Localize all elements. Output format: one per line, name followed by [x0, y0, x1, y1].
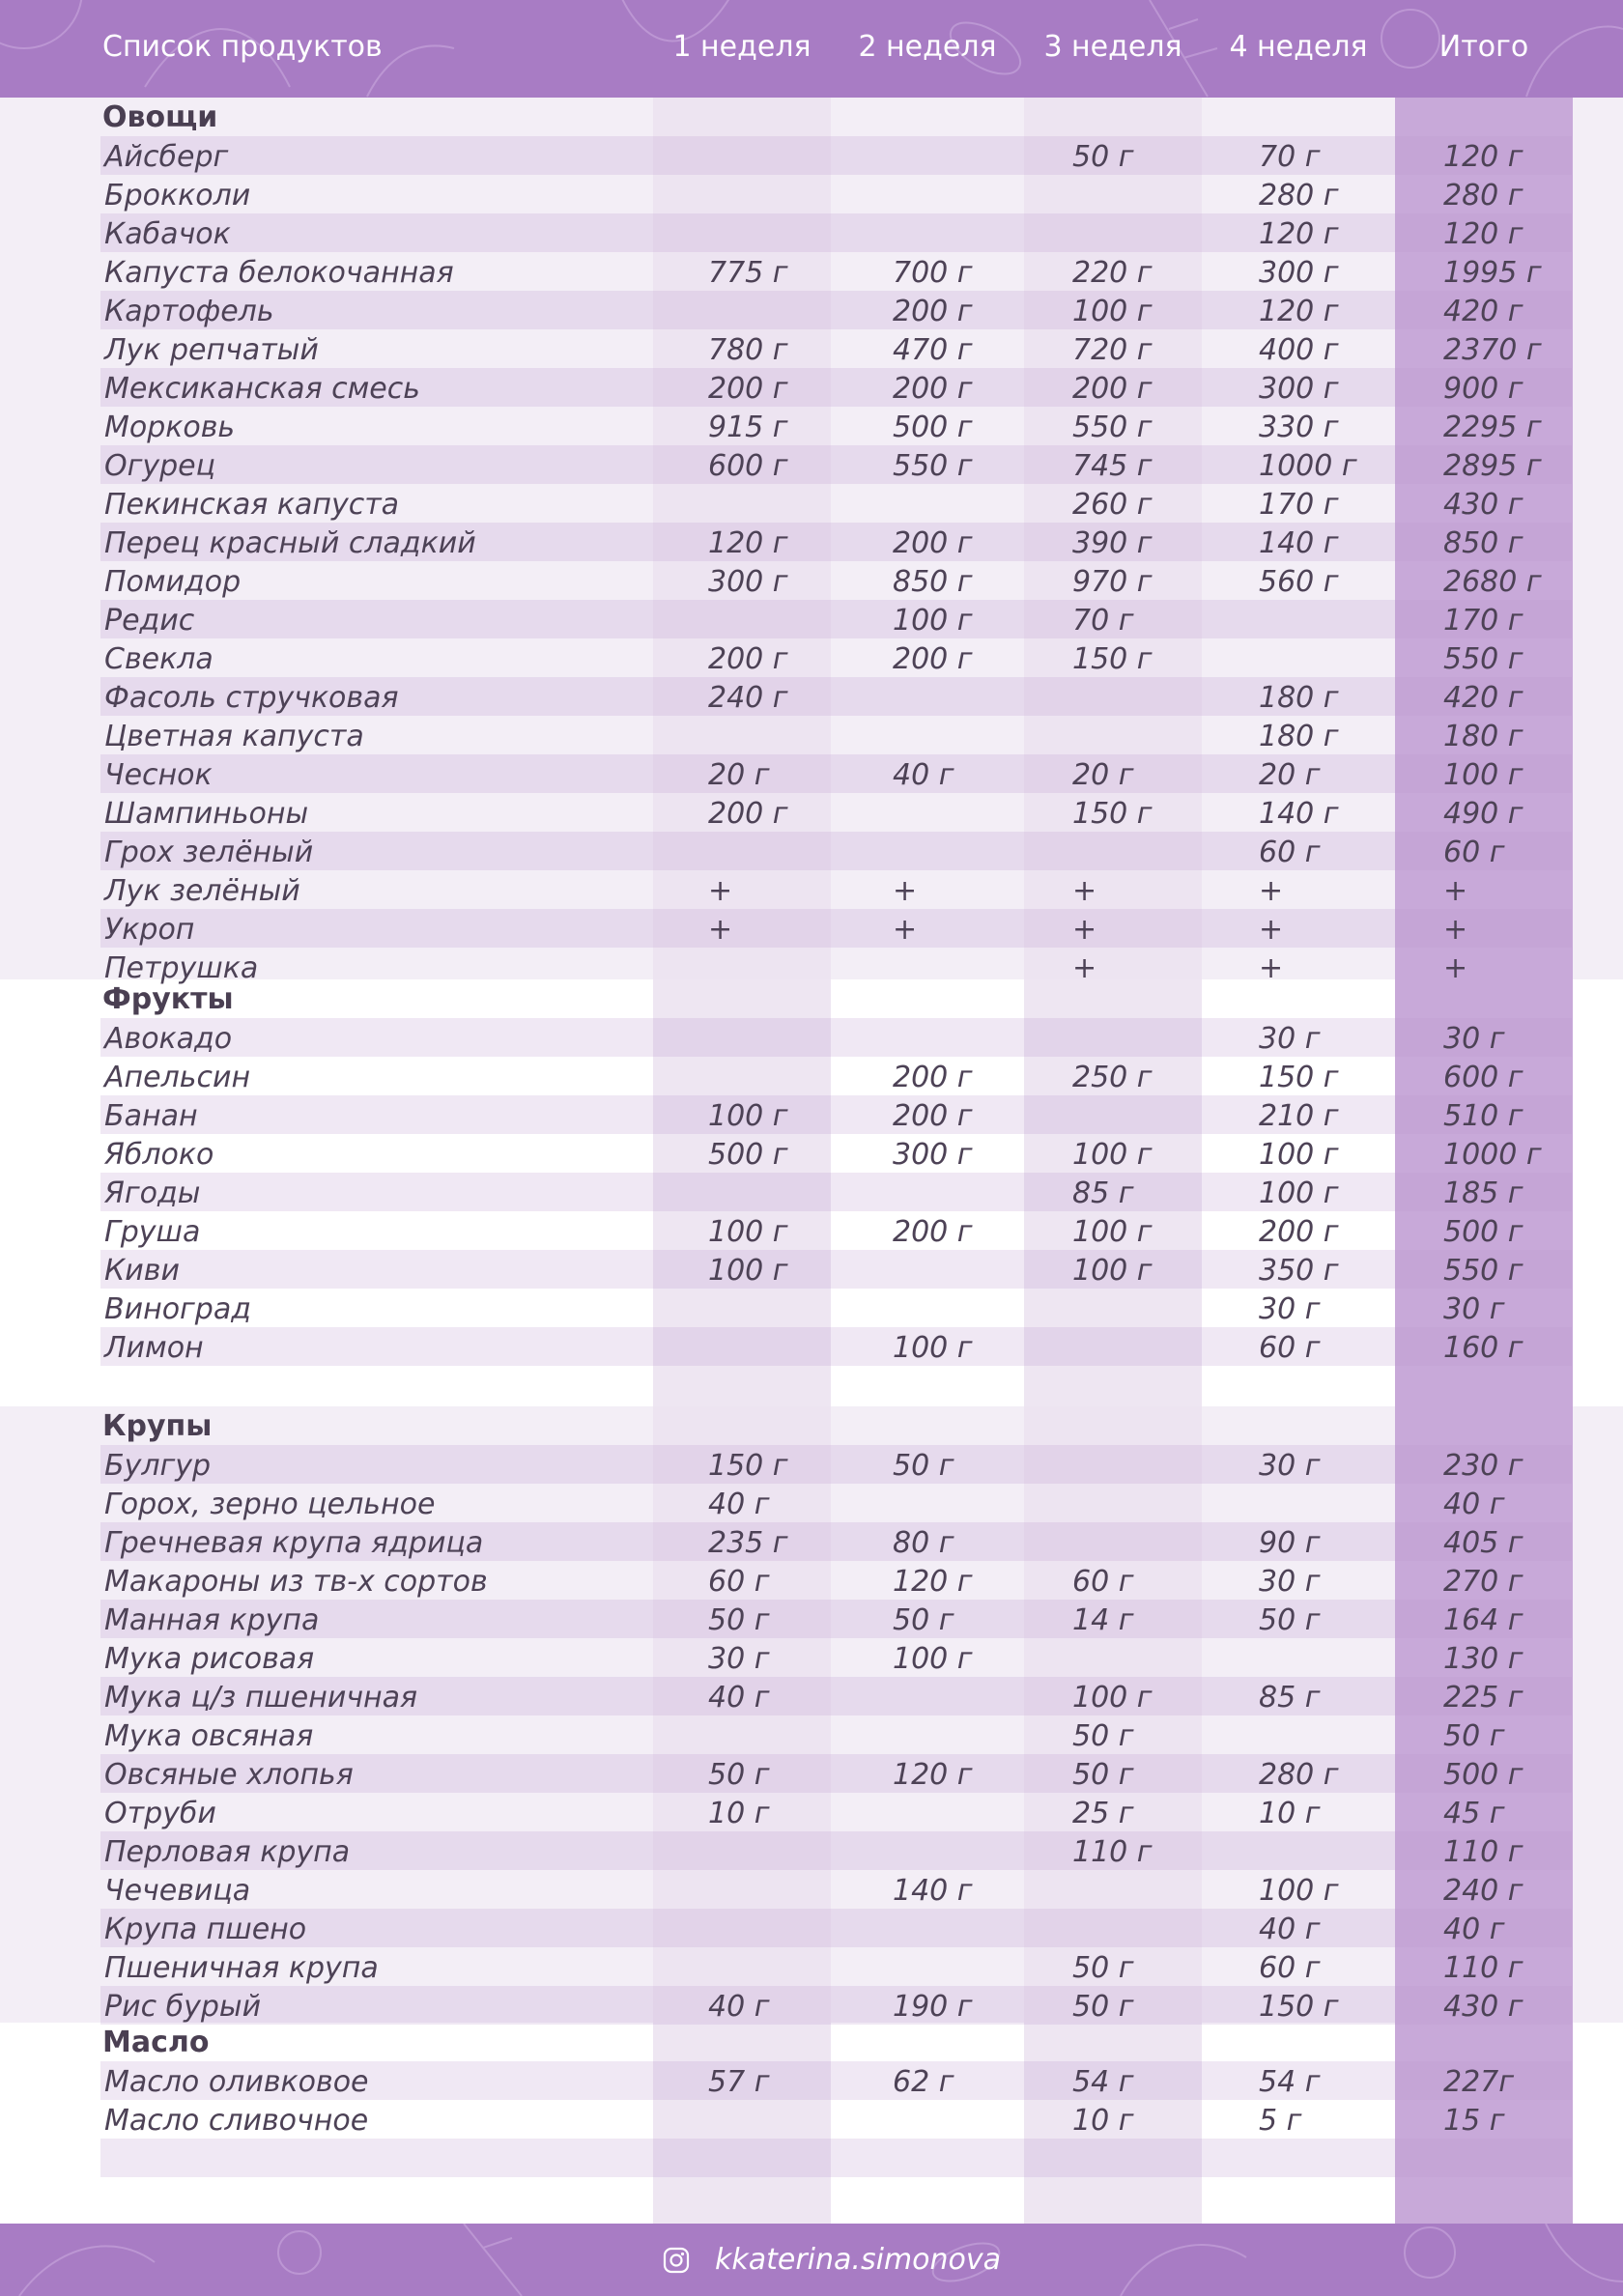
cell-w3: 50 г — [1072, 1719, 1134, 1753]
cell-w1: 20 г — [708, 758, 770, 792]
cell-w1: 100 г — [708, 1215, 788, 1249]
cell-w3: 100 г — [1072, 1215, 1153, 1249]
cell-total: 110 г — [1443, 1835, 1523, 1869]
product-name: Свекла — [104, 642, 214, 676]
footer-bar — [0, 2224, 1623, 2296]
cell-w3: 220 г — [1072, 256, 1153, 290]
cell-w4: 70 г — [1259, 140, 1321, 174]
product-name: Ягоды — [104, 1176, 201, 1210]
cell-w2: 62 г — [893, 2065, 954, 2099]
cell-w1: 200 г — [708, 642, 788, 676]
product-name: Шампиньоны — [104, 797, 309, 831]
product-name: Чечевица — [104, 1874, 251, 1908]
cell-w1: 40 г — [708, 1681, 770, 1715]
cell-w2: 190 г — [893, 1990, 973, 2024]
product-name: Масло сливочное — [104, 2104, 369, 2138]
product-name: Лук репчатый — [104, 333, 319, 367]
product-name: Чеснок — [104, 758, 213, 792]
cell-w2: 200 г — [893, 642, 973, 676]
cell-total: 30 г — [1443, 1292, 1505, 1326]
table-row — [100, 1057, 1572, 1095]
cell-w3: 110 г — [1072, 1835, 1153, 1869]
cell-total: 170 г — [1443, 604, 1523, 638]
cell-total: 185 г — [1443, 1176, 1523, 1210]
cell-w4: 30 г — [1259, 1565, 1321, 1599]
cell-total: 510 г — [1443, 1099, 1523, 1133]
cell-w1: 780 г — [708, 333, 788, 367]
table-row — [100, 832, 1572, 870]
header-week-3: 3 неделя — [1043, 30, 1182, 64]
footer-handle[interactable]: kkaterina.simonova — [715, 2243, 1002, 2277]
cell-total: 227г — [1443, 2065, 1515, 2099]
table-row — [100, 561, 1572, 600]
cell-w4: 100 г — [1259, 1138, 1339, 1172]
cell-w3: 14 г — [1072, 1603, 1134, 1637]
cell-w3: 50 г — [1072, 1758, 1134, 1792]
cell-w1: 240 г — [708, 681, 788, 715]
instagram-icon[interactable] — [663, 2247, 690, 2274]
cell-w1: 100 г — [708, 1099, 788, 1133]
header-total: Итого — [1438, 30, 1529, 64]
table-row — [100, 909, 1572, 948]
table-row — [100, 2100, 1572, 2139]
cell-total: 2895 г — [1443, 449, 1542, 483]
table-row — [100, 291, 1572, 329]
table-row — [100, 407, 1572, 445]
cell-total: 15 г — [1443, 2104, 1505, 2138]
product-name: Мука ц/з пшеничная — [104, 1681, 418, 1715]
cell-total: 850 г — [1443, 526, 1523, 560]
cell-w2: 300 г — [893, 1138, 973, 1172]
cell-w2: 100 г — [893, 604, 973, 638]
cell-total: 430 г — [1443, 488, 1523, 522]
cell-w2: 50 г — [893, 1449, 954, 1483]
cell-total: 500 г — [1443, 1215, 1523, 1249]
cell-w4: 30 г — [1259, 1022, 1321, 1056]
cell-w1: 150 г — [708, 1449, 788, 1483]
cell-w3: 25 г — [1072, 1797, 1134, 1830]
cell-w2: 120 г — [893, 1758, 973, 1792]
product-name: Авокадо — [104, 1022, 233, 1056]
cell-w3: 250 г — [1072, 1061, 1153, 1094]
cell-total: 430 г — [1443, 1990, 1523, 2024]
cell-w4: 330 г — [1259, 411, 1339, 444]
cell-w4: 170 г — [1259, 488, 1339, 522]
cell-total: 270 г — [1443, 1565, 1523, 1599]
cell-w4: 30 г — [1259, 1292, 1321, 1326]
cell-total: 100 г — [1443, 758, 1523, 792]
cell-total: 500 г — [1443, 1758, 1523, 1792]
cell-w1: 100 г — [708, 1254, 788, 1288]
cell-w1: + — [708, 913, 733, 947]
cell-total: 420 г — [1443, 295, 1523, 328]
cell-total: 50 г — [1443, 1719, 1505, 1753]
cell-w1: 60 г — [708, 1565, 770, 1599]
table-row — [100, 1947, 1572, 1986]
cell-w1: 775 г — [708, 256, 788, 290]
cell-w3: 20 г — [1072, 758, 1134, 792]
table-row — [100, 1909, 1572, 1947]
cell-w2: 100 г — [893, 1642, 973, 1676]
table-row — [100, 1754, 1572, 1793]
cell-w4: 5 г — [1259, 2104, 1302, 2138]
product-name: Груша — [104, 1215, 201, 1249]
cell-w2: 100 г — [893, 1331, 973, 1365]
product-name: Картофель — [104, 295, 274, 328]
cell-total: 2680 г — [1443, 565, 1542, 599]
table-row — [100, 1211, 1572, 1250]
cell-w2: 120 г — [893, 1565, 973, 1599]
cell-w3: 720 г — [1072, 333, 1153, 367]
cell-w4: 140 г — [1259, 526, 1339, 560]
cell-w4: 300 г — [1259, 372, 1339, 406]
product-name: Банан — [104, 1099, 198, 1133]
table-row — [100, 136, 1572, 175]
table-row — [100, 368, 1572, 407]
cell-w4: 120 г — [1259, 217, 1339, 251]
product-name: Перец красный сладкий — [104, 526, 476, 560]
table-row — [100, 677, 1572, 716]
header-products: Список продуктов — [102, 30, 383, 64]
cell-w1: 40 г — [708, 1488, 770, 1521]
table-row — [100, 2061, 1572, 2100]
table-row — [100, 1831, 1572, 1870]
cell-w2: 470 г — [893, 333, 973, 367]
table-row — [100, 2139, 1572, 2177]
cell-w4: 560 г — [1259, 565, 1339, 599]
product-name: Киви — [104, 1254, 180, 1288]
table-row — [100, 1870, 1572, 1909]
product-name: Макароны из тв-х сортов — [104, 1565, 488, 1599]
product-name: Брокколи — [104, 179, 251, 213]
cell-w1: 57 г — [708, 2065, 770, 2099]
cell-total: 2370 г — [1443, 333, 1542, 367]
product-name: Фасоль стручковая — [104, 681, 399, 715]
section-title: Крупы — [102, 1409, 213, 1443]
cell-w4: 90 г — [1259, 1526, 1321, 1560]
table-row — [100, 638, 1572, 677]
product-name: Перловая крупа — [104, 1835, 351, 1869]
cell-w3: 50 г — [1072, 1990, 1134, 2024]
cell-w1: 30 г — [708, 1642, 770, 1676]
cell-total: 120 г — [1443, 140, 1523, 174]
table-row — [100, 175, 1572, 213]
cell-w4: 40 г — [1259, 1913, 1321, 1946]
table-row — [100, 1522, 1572, 1561]
cell-w2: + — [893, 913, 918, 947]
product-name: Пекинская капуста — [104, 488, 400, 522]
table-row — [100, 523, 1572, 561]
product-name: Пшеничная крупа — [104, 1951, 379, 1985]
cell-w3: 150 г — [1072, 797, 1153, 831]
cell-w4: 20 г — [1259, 758, 1321, 792]
product-name: Мука овсяная — [104, 1719, 314, 1753]
cell-w4: 180 г — [1259, 681, 1339, 715]
cell-w1: 200 г — [708, 797, 788, 831]
cell-w4: 120 г — [1259, 295, 1339, 328]
cell-w3: 54 г — [1072, 2065, 1134, 2099]
table-row — [100, 1561, 1572, 1600]
cell-total: 550 г — [1443, 642, 1523, 676]
cell-total: 40 г — [1443, 1488, 1505, 1521]
header-week-4: 4 неделя — [1229, 30, 1368, 64]
cell-w2: 200 г — [893, 1099, 973, 1133]
product-name: Лимон — [104, 1331, 204, 1365]
cell-w1: 50 г — [708, 1758, 770, 1792]
cell-w4: 10 г — [1259, 1797, 1321, 1830]
cell-w4: 210 г — [1259, 1099, 1339, 1133]
cell-w4: 100 г — [1259, 1176, 1339, 1210]
cell-w1: 120 г — [708, 526, 788, 560]
cell-total: 900 г — [1443, 372, 1523, 406]
table-row — [100, 1327, 1572, 1366]
cell-w3: 150 г — [1072, 642, 1153, 676]
cell-total: 60 г — [1443, 836, 1505, 869]
cell-w2: 200 г — [893, 1215, 973, 1249]
cell-w4: 50 г — [1259, 1603, 1321, 1637]
product-name: Рис бурый — [104, 1990, 262, 2024]
cell-w3: + — [1072, 874, 1097, 908]
cell-w2: 200 г — [893, 1061, 973, 1094]
cell-total: 40 г — [1443, 1913, 1505, 1946]
cell-total: 600 г — [1443, 1061, 1523, 1094]
table-row — [100, 1484, 1572, 1522]
table-row — [100, 213, 1572, 252]
cell-w1: 500 г — [708, 1138, 788, 1172]
cell-w1: 200 г — [708, 372, 788, 406]
cell-w4: 280 г — [1259, 1758, 1339, 1792]
cell-w4: 280 г — [1259, 179, 1339, 213]
product-name: Петрушка — [104, 951, 259, 985]
cell-total: 490 г — [1443, 797, 1523, 831]
table-row — [100, 1095, 1572, 1134]
cell-w4: + — [1259, 874, 1284, 908]
cell-w4: 350 г — [1259, 1254, 1339, 1288]
product-name: Мексиканская смесь — [104, 372, 420, 406]
cell-w2: 200 г — [893, 372, 973, 406]
table-row — [100, 1638, 1572, 1677]
table-row — [100, 870, 1572, 909]
header-bar — [0, 0, 1623, 98]
cell-total: 110 г — [1443, 1951, 1523, 1985]
product-name: Цветная капуста — [104, 720, 364, 753]
cell-w2: 80 г — [893, 1526, 954, 1560]
cell-w2: 700 г — [893, 256, 973, 290]
table-row — [100, 1986, 1572, 2025]
product-name: Морковь — [104, 411, 236, 444]
cell-w4: 150 г — [1259, 1990, 1339, 2024]
cell-w3: 970 г — [1072, 565, 1153, 599]
table-row — [100, 1600, 1572, 1638]
cell-w4: 100 г — [1259, 1874, 1339, 1908]
cell-w1: 10 г — [708, 1797, 770, 1830]
product-name: Манная крупа — [104, 1603, 320, 1637]
cell-w4: 180 г — [1259, 720, 1339, 753]
header-week-2: 2 неделя — [858, 30, 997, 64]
cell-w3: 200 г — [1072, 372, 1153, 406]
cell-w2: 850 г — [893, 565, 973, 599]
cell-total: 230 г — [1443, 1449, 1523, 1483]
product-name: Апельсин — [104, 1061, 251, 1094]
product-name: Лук зелёный — [104, 874, 300, 908]
cell-total: 1000 г — [1443, 1138, 1542, 1172]
cell-total: 45 г — [1443, 1797, 1505, 1830]
cell-total: 120 г — [1443, 217, 1523, 251]
table-row — [100, 445, 1572, 484]
cell-w1: 40 г — [708, 1990, 770, 2024]
cell-total: 30 г — [1443, 1022, 1505, 1056]
table-row — [100, 1018, 1572, 1057]
cell-w3: 50 г — [1072, 140, 1134, 174]
cell-w3: 100 г — [1072, 1254, 1153, 1288]
product-name: Мука рисовая — [104, 1642, 315, 1676]
table-row — [100, 484, 1572, 523]
product-name: Горох, зерно цельное — [104, 1488, 436, 1521]
table-row — [100, 793, 1572, 832]
cell-w4: 60 г — [1259, 836, 1321, 869]
table-row — [100, 329, 1572, 368]
section-title: Овощи — [102, 100, 218, 134]
cell-w4: 30 г — [1259, 1449, 1321, 1483]
cell-w1: 235 г — [708, 1526, 788, 1560]
product-name: Виноград — [104, 1292, 251, 1326]
section-title: Фрукты — [102, 982, 234, 1016]
cell-w4: 150 г — [1259, 1061, 1339, 1094]
product-name: Грох зелёный — [104, 836, 314, 869]
cell-total: 240 г — [1443, 1874, 1523, 1908]
cell-w1: 915 г — [708, 411, 788, 444]
product-name: Огурец — [104, 449, 216, 483]
cell-w4: + — [1259, 951, 1284, 985]
cell-w4: 60 г — [1259, 1951, 1321, 1985]
section-title: Масло — [102, 2026, 210, 2059]
cell-w2: 550 г — [893, 449, 973, 483]
cell-w4: 300 г — [1259, 256, 1339, 290]
table-row — [100, 1250, 1572, 1289]
product-name: Булгур — [104, 1449, 212, 1483]
cell-w4: 85 г — [1259, 1681, 1321, 1715]
cell-w1: 600 г — [708, 449, 788, 483]
product-name: Масло оливковое — [104, 2065, 369, 2099]
cell-w3: + — [1072, 951, 1097, 985]
table-row — [100, 1677, 1572, 1715]
cell-w2: 50 г — [893, 1603, 954, 1637]
table-row — [100, 754, 1572, 793]
cell-total: 280 г — [1443, 179, 1523, 213]
cell-w3: 70 г — [1072, 604, 1134, 638]
cell-total: 130 г — [1443, 1642, 1523, 1676]
cell-w2: 200 г — [893, 295, 973, 328]
cell-total: 405 г — [1443, 1526, 1523, 1560]
cell-w2: + — [893, 874, 918, 908]
cell-w3: 10 г — [1072, 2104, 1134, 2138]
product-name: Овсяные хлопья — [104, 1758, 354, 1792]
table-row — [100, 1715, 1572, 1754]
cell-w2: 140 г — [893, 1874, 973, 1908]
product-name: Кабачок — [104, 217, 231, 251]
table-row — [100, 716, 1572, 754]
product-name: Укроп — [104, 913, 195, 947]
cell-total: 550 г — [1443, 1254, 1523, 1288]
table-row — [100, 252, 1572, 291]
product-name: Отруби — [104, 1797, 216, 1830]
cell-w4: 1000 г — [1259, 449, 1357, 483]
cell-total: 420 г — [1443, 681, 1523, 715]
cell-w3: 390 г — [1072, 526, 1153, 560]
product-name: Помидор — [104, 565, 242, 599]
cell-total: 1995 г — [1443, 256, 1542, 290]
cell-total: 2295 г — [1443, 411, 1542, 444]
table-row — [100, 600, 1572, 638]
cell-w3: 85 г — [1072, 1176, 1134, 1210]
cell-w2: 200 г — [893, 526, 973, 560]
table-row — [100, 1134, 1572, 1173]
cell-w3: 100 г — [1072, 1138, 1153, 1172]
table-row — [100, 948, 1572, 986]
cell-w3: 100 г — [1072, 295, 1153, 328]
cell-w1: 50 г — [708, 1603, 770, 1637]
cell-w3: 60 г — [1072, 1565, 1134, 1599]
cell-w4: + — [1259, 913, 1284, 947]
cell-w4: 54 г — [1259, 2065, 1321, 2099]
cell-w4: 60 г — [1259, 1331, 1321, 1365]
cell-w2: 500 г — [893, 411, 973, 444]
cell-w3: 745 г — [1072, 449, 1153, 483]
cell-total: + — [1443, 913, 1468, 947]
cell-w4: 400 г — [1259, 333, 1339, 367]
cell-total: 164 г — [1443, 1603, 1523, 1637]
cell-total: + — [1443, 951, 1468, 985]
cell-total: 225 г — [1443, 1681, 1523, 1715]
header-week-1: 1 неделя — [672, 30, 812, 64]
cell-total: 160 г — [1443, 1331, 1523, 1365]
product-name: Редис — [104, 604, 195, 638]
cell-w3: 100 г — [1072, 1681, 1153, 1715]
cell-w3: + — [1072, 913, 1097, 947]
cell-w4: 200 г — [1259, 1215, 1339, 1249]
cell-w3: 50 г — [1072, 1951, 1134, 1985]
cell-w1: 300 г — [708, 565, 788, 599]
product-name: Айсберг — [104, 140, 229, 174]
cell-w3: 550 г — [1072, 411, 1153, 444]
table-row — [100, 1793, 1572, 1831]
cell-w1: + — [708, 874, 733, 908]
product-name: Яблоко — [104, 1138, 214, 1172]
cell-w4: 140 г — [1259, 797, 1339, 831]
cell-w2: 40 г — [893, 758, 954, 792]
product-name: Капуста белокочанная — [104, 256, 454, 290]
table-row — [100, 1289, 1572, 1327]
table-row — [100, 1445, 1572, 1484]
cell-w3: 260 г — [1072, 488, 1153, 522]
table-row — [100, 1173, 1572, 1211]
product-name: Гречневая крупа ядрица — [104, 1526, 484, 1560]
product-name: Крупа пшено — [104, 1913, 307, 1946]
cell-total: 180 г — [1443, 720, 1523, 753]
cell-total: + — [1443, 874, 1468, 908]
